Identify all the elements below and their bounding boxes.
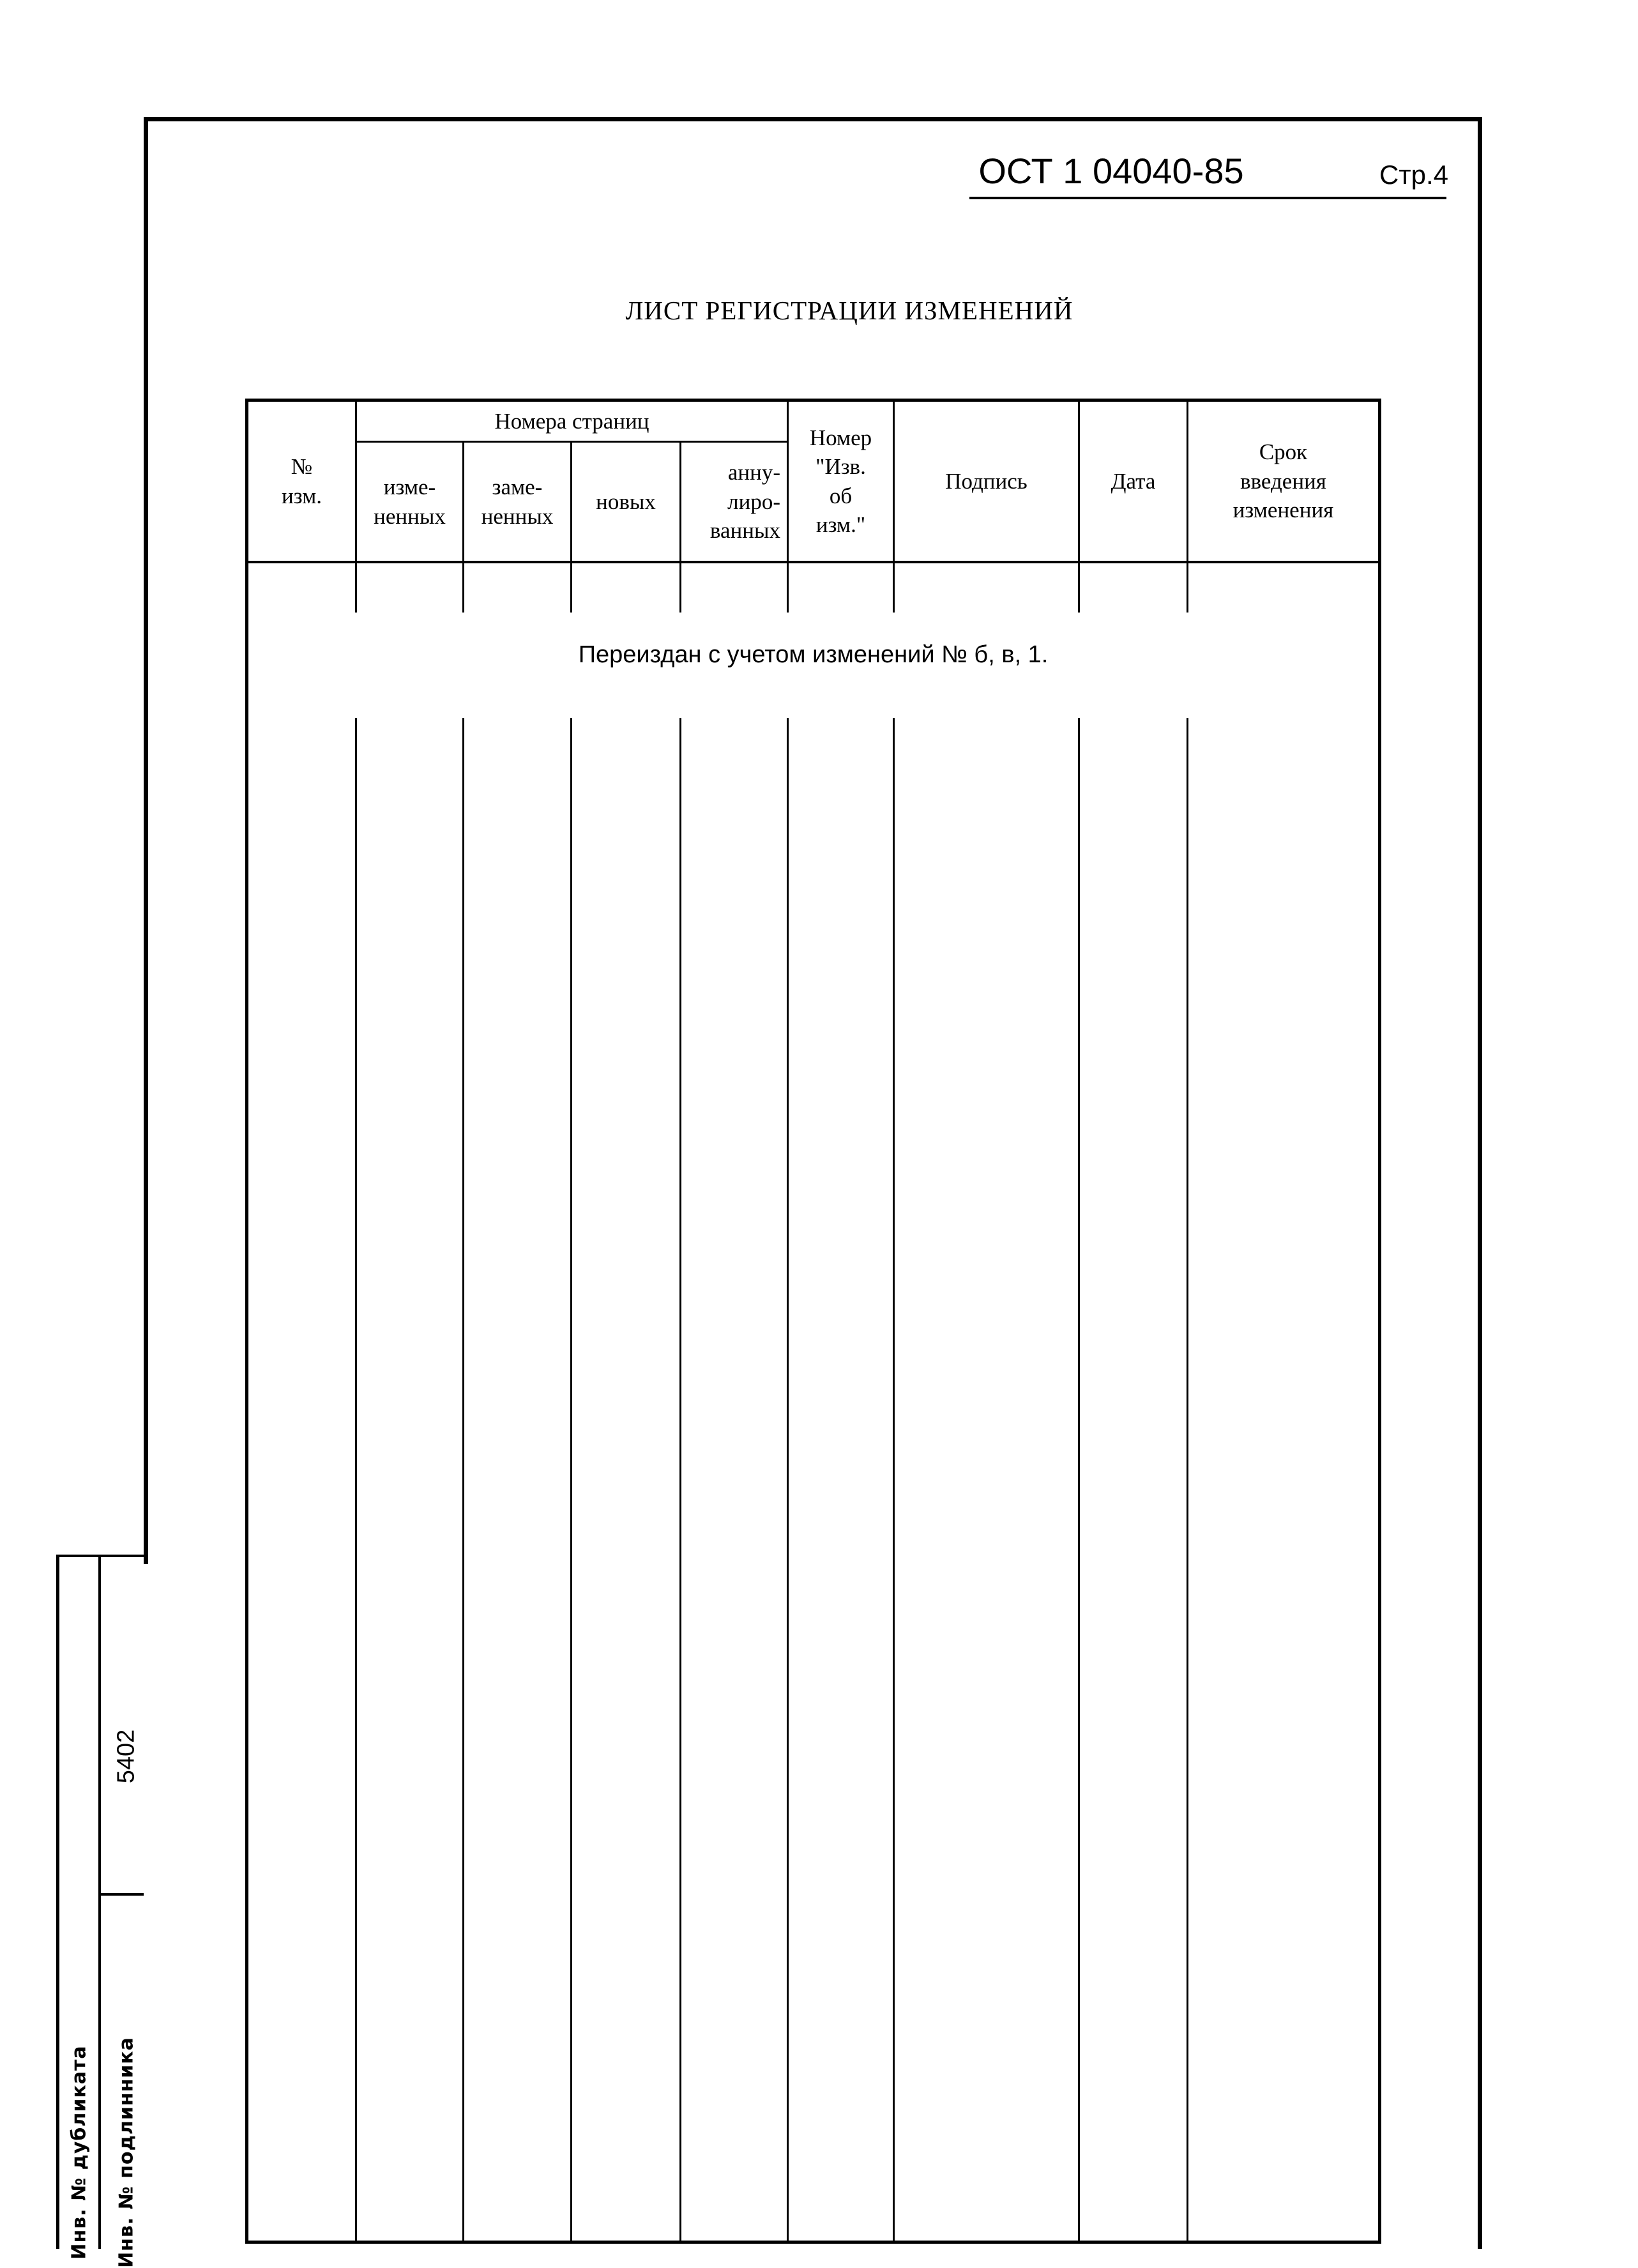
frame-top-border — [144, 117, 1482, 121]
stamp-middle-line — [98, 1555, 101, 2249]
header-changed-pages: изме- ненных — [374, 475, 446, 529]
table-border-bottom — [245, 2241, 1381, 2244]
col-divider-6 — [893, 718, 895, 2244]
col-divider-3 — [570, 718, 572, 2244]
header-new-pages: новых — [596, 489, 656, 514]
page-number: Стр.4 — [1379, 160, 1448, 190]
header-bottom-line — [245, 561, 1381, 563]
stamp-left-line — [56, 1555, 59, 2249]
document-code: ОСТ 1 04040-85 — [978, 151, 1244, 191]
frame-right-border — [1478, 117, 1482, 2249]
header-signature: Подпись — [945, 468, 1028, 494]
header-notice-number: Номер "Изв. об изм." — [809, 425, 872, 537]
change-registration-table — [245, 399, 1381, 2244]
sheet-title: ЛИСТ РЕГИСТРАЦИИ ИЗМЕНЕНИЙ — [625, 296, 1073, 325]
col-divider-4 — [679, 718, 681, 2244]
header-deadline: Срок введения изменения — [1232, 439, 1334, 523]
header-underline — [969, 197, 1446, 199]
inventory-number-text: 5402 — [112, 1729, 140, 1784]
col-divider-8 — [1187, 718, 1188, 2244]
label-duplicate: Инв. № дубликата — [68, 2045, 91, 2260]
table-border-right — [1378, 399, 1381, 2244]
table-border-left — [245, 399, 248, 2244]
frame-left-border — [144, 117, 148, 1564]
header-change-number: № изм. — [282, 454, 322, 508]
reissue-note: Переиздан с учетом изменений № б, в, 1. — [578, 641, 1049, 668]
col-divider-2 — [462, 718, 464, 2244]
label-original: Инв. № подлинника — [115, 2037, 138, 2268]
header-replaced-pages: заме- ненных — [481, 475, 554, 529]
header-annulled-pages: анну- лиро- ванных — [709, 460, 780, 544]
header-page-numbers: Номера страниц — [494, 408, 649, 434]
col-divider-1 — [355, 718, 357, 2244]
col-divider-7 — [1078, 718, 1080, 2244]
stamp-divider-line — [98, 1893, 144, 1896]
col-divider-5 — [787, 718, 789, 2244]
header-date: Дата — [1111, 468, 1156, 494]
